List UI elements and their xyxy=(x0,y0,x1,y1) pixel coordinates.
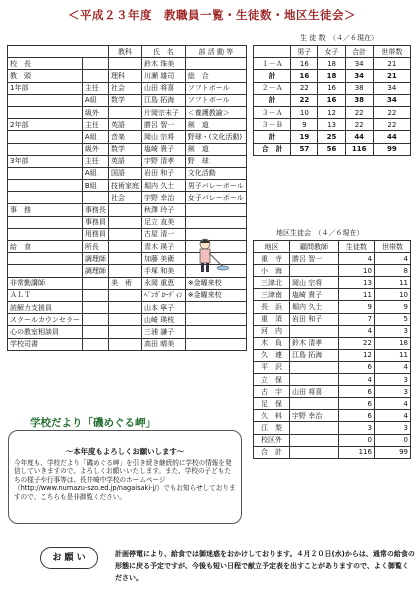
students-cell: 16 xyxy=(291,70,318,82)
staff-cell: 調理師 xyxy=(82,253,108,265)
students-cell: 22 xyxy=(345,106,373,118)
council-cell: 久 料 xyxy=(254,410,290,422)
staff-cell xyxy=(82,301,108,313)
staff-cell xyxy=(108,216,141,228)
students-caption: 生 徒 数 （４／６現在） xyxy=(300,34,378,42)
newsletter-greeting: ～本年度もよろしくお願いします～ xyxy=(65,447,185,456)
staff-header-cell: 氏 名 xyxy=(141,46,185,58)
staff-row xyxy=(8,192,247,204)
council-cell: 4 xyxy=(374,398,410,410)
staff-cell xyxy=(82,192,108,204)
students-cell: 22 xyxy=(373,106,410,118)
staff-cell xyxy=(108,265,141,277)
students-cell: ３－Ａ xyxy=(254,106,291,118)
staff-row xyxy=(8,82,247,94)
staff-cell: 岩田 和子 xyxy=(141,167,185,179)
students-header-cell xyxy=(254,46,291,58)
staff-cell: 永岡 重恵 xyxy=(141,277,185,289)
students-cell: 19 xyxy=(291,131,318,143)
students-cell: 計 xyxy=(254,70,291,82)
students-cell: 56 xyxy=(318,143,345,155)
staff-cell: 用務員 xyxy=(82,228,108,240)
staff-row xyxy=(8,106,247,118)
staff-cell: 堀内 久土 xyxy=(141,180,185,192)
council-row xyxy=(254,374,411,386)
staff-cell xyxy=(82,338,108,350)
students-cell: 116 xyxy=(345,143,373,155)
council-header-cell: 顧問教師 xyxy=(290,241,339,253)
students-cell: １－Ａ xyxy=(254,58,291,70)
students-table xyxy=(253,45,411,156)
staff-cell: 美 術 xyxy=(108,277,141,289)
council-cell: 0 xyxy=(374,434,410,446)
council-row xyxy=(254,253,411,265)
staff-cell: 事務長 xyxy=(82,204,108,216)
staff-cell: 山本 寧子 xyxy=(141,301,185,313)
council-cell: 4 xyxy=(374,361,410,373)
staff-cell: 心の教室相談員 xyxy=(8,326,83,338)
staff-cell: 勝呂 智一 xyxy=(141,119,185,131)
staff-cell: B組 xyxy=(82,180,108,192)
council-cell: 11 xyxy=(374,349,410,361)
staff-cell: ※金曜来校 xyxy=(185,289,246,301)
students-row xyxy=(254,70,411,82)
staff-cell xyxy=(8,228,83,240)
staff-cell: A組 xyxy=(82,167,108,179)
staff-cell xyxy=(8,192,83,204)
council-cell xyxy=(290,422,339,434)
newsletter-title: 学校だより「磯めぐる岬」 xyxy=(30,417,156,429)
staff-cell xyxy=(185,338,246,350)
staff-cell xyxy=(108,326,141,338)
staff-cell: 非常勤講師 xyxy=(8,277,83,289)
students-cell: 22 xyxy=(291,94,318,106)
council-header-row xyxy=(254,241,411,253)
students-header-cell: 合計 xyxy=(345,46,373,58)
council-cell xyxy=(290,361,339,373)
council-cell xyxy=(290,374,339,386)
staff-cell: 野 球 xyxy=(185,155,246,167)
council-cell: 鈴木 清孝 xyxy=(290,337,339,349)
staff-row xyxy=(8,326,247,338)
staff-cell xyxy=(8,265,83,277)
students-cell: 25 xyxy=(318,131,345,143)
staff-cell: 教 頭 xyxy=(8,70,83,82)
staff-cell: 宇野 清孝 xyxy=(141,155,185,167)
staff-cell xyxy=(108,289,141,301)
staff-cell xyxy=(8,143,83,155)
staff-cell: スクールカウンセラー xyxy=(8,314,83,326)
council-header-cell: 世帯数 xyxy=(374,241,410,253)
students-cell: 38 xyxy=(345,94,373,106)
staff-cell xyxy=(108,204,141,216)
staff-cell: 足立 直美 xyxy=(141,216,185,228)
staff-cell: 1年部 xyxy=(8,82,83,94)
council-cell: 重 須 xyxy=(254,313,290,325)
staff-cell: 音楽 xyxy=(108,131,141,143)
staff-cell: 読解力支援員 xyxy=(8,301,83,313)
council-cell: 22 xyxy=(338,337,374,349)
staff-cell xyxy=(108,106,141,118)
staff-cell: 級外 xyxy=(82,106,108,118)
students-header-cell: 男子 xyxy=(291,46,318,58)
staff-cell: 山崎 瑛枝 xyxy=(141,314,185,326)
staff-cell: 総 合 xyxy=(185,70,246,82)
staff-cell: 岡山 宗将 xyxy=(141,131,185,143)
students-cell: 44 xyxy=(345,131,373,143)
students-cell: 10 xyxy=(291,106,318,118)
students-header-cell: 女子 xyxy=(318,46,345,58)
staff-row xyxy=(8,167,247,179)
students-cell: 21 xyxy=(373,70,410,82)
staff-cell xyxy=(82,70,108,82)
staff-cell: 校 長 xyxy=(8,58,83,70)
staff-cell xyxy=(185,301,246,313)
students-cell: 34 xyxy=(345,70,373,82)
council-cell: 立 保 xyxy=(254,374,290,386)
staff-cell: 級外 xyxy=(82,143,108,155)
council-cell: 3 xyxy=(374,374,410,386)
staff-row xyxy=(8,70,247,82)
staff-cell: ﾍﾞﾝｶﾞﾛｰﾃﾞｨﾝ xyxy=(141,289,185,301)
staff-cell: 技術家庭 xyxy=(108,180,141,192)
staff-cell: 所長 xyxy=(82,241,108,253)
staff-cell: 野球・(文化活動) xyxy=(185,131,246,143)
students-cell: ２－Ａ xyxy=(254,82,291,94)
students-cell: 57 xyxy=(291,143,318,155)
council-row xyxy=(254,277,411,289)
staff-cell: 古屋 清一 xyxy=(141,228,185,240)
staff-cell: 片岡宗未子 xyxy=(141,106,185,118)
council-cell: 9 xyxy=(338,301,374,313)
staff-cell: 男子バレーボール xyxy=(185,180,246,192)
council-cell: 3 xyxy=(374,325,410,337)
staff-cell xyxy=(8,253,83,265)
staff-cell: A組 xyxy=(82,131,108,143)
staff-cell xyxy=(8,180,83,192)
staff-cell xyxy=(82,289,108,301)
council-row xyxy=(254,349,411,361)
council-cell: 合 計 xyxy=(254,446,290,458)
council-row xyxy=(254,422,411,434)
staff-cell: 英語 xyxy=(108,119,141,131)
students-cell: 合 計 xyxy=(254,143,291,155)
students-cell: 34 xyxy=(373,94,410,106)
council-cell: 岩田 和子 xyxy=(290,313,339,325)
staff-cell xyxy=(185,326,246,338)
newsletter-body: 今年度も、学校だより「磯めぐる岬」を引き続き継続的に学校の情報を発信していきますので、よろしくお願いいたします。また、学校の子どもたちの様子や行事等は、長井崎中学校のホームページ（http://www.numazu-szo.ed.jp/nagaisaki-j/）でもお知らせしておりますので、こちらも是非御覧ください。 xyxy=(14,458,236,501)
students-cell: 12 xyxy=(318,106,345,118)
staff-row xyxy=(8,301,247,313)
council-row xyxy=(254,301,411,313)
staff-row xyxy=(8,131,247,143)
council-cell: 木 負 xyxy=(254,337,290,349)
council-caption: 地区生徒会 （４／６現在） xyxy=(276,229,364,237)
staff-cell: 文化活動 xyxy=(185,167,246,179)
staff-cell xyxy=(108,241,141,253)
council-cell: 4 xyxy=(338,374,374,386)
staff-cell: 女子バレーボール xyxy=(185,192,246,204)
council-cell: 8 xyxy=(374,265,410,277)
staff-cell: 数学 xyxy=(108,143,141,155)
students-cell: 18 xyxy=(318,70,345,82)
staff-cell: 剣 道 xyxy=(185,119,246,131)
students-cell: 44 xyxy=(373,131,410,143)
council-cell: 99 xyxy=(374,446,410,458)
notice-text: 計画停電により、給食では御迷惑をおかけしております。４月２０日(水)からは、通常の給食の形態に戻る予定ですが、今後も短い日程で献立予定表を出すことがありますので、よく御覧ください。 xyxy=(115,550,415,582)
council-row xyxy=(254,325,411,337)
staff-row xyxy=(8,289,247,301)
council-row xyxy=(254,361,411,373)
council-cell: 古 宇 xyxy=(254,386,290,398)
council-cell xyxy=(290,398,339,410)
students-cell: 99 xyxy=(373,143,410,155)
council-cell: 三津北 xyxy=(254,277,290,289)
council-cell: 6 xyxy=(338,398,374,410)
staff-cell xyxy=(185,314,246,326)
council-cell: 4 xyxy=(338,253,374,265)
staff-cell: ソフトボール xyxy=(185,82,246,94)
staff-cell xyxy=(82,326,108,338)
students-cell: 16 xyxy=(291,58,318,70)
staff-cell: 山田 将喜 xyxy=(141,82,185,94)
council-row xyxy=(254,434,411,446)
council-cell: 5 xyxy=(374,313,410,325)
students-row xyxy=(254,131,411,143)
staff-cell xyxy=(108,253,141,265)
council-cell: 0 xyxy=(338,434,374,446)
staff-cell: 社会 xyxy=(108,82,141,94)
staff-cell: 高田 晴美 xyxy=(141,338,185,350)
students-cell: ３－Ｂ xyxy=(254,119,291,131)
staff-cell: 学校司書 xyxy=(8,338,83,350)
staff-row xyxy=(8,204,247,216)
council-cell xyxy=(290,265,339,277)
students-cell: 計 xyxy=(254,94,291,106)
council-cell: 平 沢 xyxy=(254,361,290,373)
council-cell: 4 xyxy=(374,410,410,422)
staff-row xyxy=(8,338,247,350)
council-row xyxy=(254,313,411,325)
staff-cell: 社会 xyxy=(108,192,141,204)
staff-cell: 主任 xyxy=(82,119,108,131)
council-cell: 山田 将喜 xyxy=(290,386,339,398)
staff-header-cell: 部 活 動 等 xyxy=(185,46,246,58)
students-row xyxy=(254,58,411,70)
staff-cell: 調理師 xyxy=(82,265,108,277)
staff-cell xyxy=(8,131,83,143)
council-cell: 長 浜 xyxy=(254,301,290,313)
staff-cell: 鈴木 珠美 xyxy=(141,58,185,70)
staff-cell: ＜養護教諭＞ xyxy=(185,106,246,118)
council-row xyxy=(254,446,411,458)
staff-cell: 加藤 美衛 xyxy=(141,253,185,265)
staff-header-cell: 教科 xyxy=(108,46,141,58)
page-title: ＜平成２３年度 教職員一覧・生徒数・地区生徒会＞ xyxy=(68,8,356,22)
students-cell: 22 xyxy=(373,119,410,131)
council-cell: 塩崎 貴子 xyxy=(290,289,339,301)
council-cell: 3 xyxy=(374,386,410,398)
council-cell: 校区外 xyxy=(254,434,290,446)
staff-cell: ＡＬＴ xyxy=(8,289,83,301)
council-cell: 6 xyxy=(338,361,374,373)
students-cell: 38 xyxy=(345,82,373,94)
staff-cell xyxy=(82,314,108,326)
students-row xyxy=(254,82,411,94)
staff-cell: 英語 xyxy=(108,155,141,167)
staff-cell xyxy=(82,58,108,70)
council-cell: 江島 拓海 xyxy=(290,349,339,361)
students-row xyxy=(254,119,411,131)
staff-cell: 秋澤 玲子 xyxy=(141,204,185,216)
council-header-cell: 生徒数 xyxy=(338,241,374,253)
staff-cell: 川瀬 雄司 xyxy=(141,70,185,82)
staff-cell: ※金曜来校 xyxy=(185,277,246,289)
staff-cell: 理科 xyxy=(108,70,141,82)
staff-cell: 主任 xyxy=(82,82,108,94)
students-row xyxy=(254,143,411,155)
council-cell: 13 xyxy=(338,277,374,289)
staff-table xyxy=(7,45,247,351)
notice-label: お 願 い xyxy=(40,547,98,569)
council-cell: 河 内 xyxy=(254,325,290,337)
council-cell: 116 xyxy=(338,446,374,458)
council-cell: 4 xyxy=(374,253,410,265)
staff-cell: A組 xyxy=(82,94,108,106)
staff-cell xyxy=(8,94,83,106)
students-row xyxy=(254,106,411,118)
students-cell: 34 xyxy=(345,58,373,70)
council-header-cell: 地区 xyxy=(254,241,290,253)
staff-cell: 給 食 xyxy=(8,241,83,253)
students-header-cell: 世帯数 xyxy=(373,46,410,58)
council-row xyxy=(254,337,411,349)
staff-row xyxy=(8,180,247,192)
council-cell: 久 連 xyxy=(254,349,290,361)
council-cell: 3 xyxy=(374,422,410,434)
staff-row xyxy=(8,155,247,167)
staff-cell xyxy=(108,338,141,350)
council-cell: 9 xyxy=(374,301,410,313)
staff-row xyxy=(8,94,247,106)
staff-cell xyxy=(185,58,246,70)
council-cell: 宇野 幸治 xyxy=(290,410,339,422)
council-cell xyxy=(290,434,339,446)
staff-cell: 3年部 xyxy=(8,155,83,167)
council-cell xyxy=(290,325,339,337)
council-cell: 12 xyxy=(338,349,374,361)
council-row xyxy=(254,398,411,410)
council-cell xyxy=(290,446,339,458)
staff-row xyxy=(8,58,247,70)
staff-cell: 塩崎 貴子 xyxy=(141,143,185,155)
council-cell: 足 保 xyxy=(254,398,290,410)
staff-row xyxy=(8,119,247,131)
students-cell: 18 xyxy=(318,58,345,70)
staff-row xyxy=(8,216,247,228)
council-cell: 重 寺 xyxy=(254,253,290,265)
staff-cell: 江島 拓海 xyxy=(141,94,185,106)
staff-cell: ソフトボール xyxy=(185,94,246,106)
staff-cell xyxy=(8,106,83,118)
students-cell: 9 xyxy=(291,119,318,131)
council-cell: 岡山 宗将 xyxy=(290,277,339,289)
staff-cell xyxy=(108,58,141,70)
council-cell: 3 xyxy=(338,422,374,434)
council-cell: 6 xyxy=(338,386,374,398)
council-table xyxy=(253,240,411,459)
staff-header-row xyxy=(8,46,247,58)
students-cell: 計 xyxy=(254,131,291,143)
cleaning-illustration xyxy=(187,237,233,275)
staff-cell: 三浦 謙子 xyxy=(141,326,185,338)
council-row xyxy=(254,289,411,301)
staff-row xyxy=(8,143,247,155)
staff-cell: 国語 xyxy=(108,167,141,179)
staff-cell xyxy=(185,204,246,216)
students-header-row xyxy=(254,46,411,58)
council-cell: 11 xyxy=(374,277,410,289)
staff-cell: 宇野 幸治 xyxy=(141,192,185,204)
council-cell: 三津南 xyxy=(254,289,290,301)
council-cell: 小 海 xyxy=(254,265,290,277)
council-row xyxy=(254,386,411,398)
staff-cell: 2年部 xyxy=(8,119,83,131)
council-cell: 江 梨 xyxy=(254,422,290,434)
council-cell: 6 xyxy=(338,410,374,422)
council-cell: 11 xyxy=(338,289,374,301)
council-cell: 7 xyxy=(338,313,374,325)
staff-cell xyxy=(185,216,246,228)
staff-row xyxy=(8,314,247,326)
students-cell: 22 xyxy=(291,82,318,94)
staff-cell xyxy=(108,301,141,313)
staff-cell xyxy=(8,216,83,228)
students-row xyxy=(254,94,411,106)
staff-cell: 事務員 xyxy=(82,216,108,228)
council-cell: 10 xyxy=(374,289,410,301)
newsletter-text xyxy=(14,448,236,502)
staff-cell xyxy=(8,167,83,179)
staff-cell: 剣 道 xyxy=(185,143,246,155)
students-cell: 13 xyxy=(318,119,345,131)
council-cell: 堀内 久土 xyxy=(290,301,339,313)
staff-cell: 数学 xyxy=(108,94,141,106)
council-cell: 10 xyxy=(338,265,374,277)
council-row xyxy=(254,410,411,422)
students-cell: 16 xyxy=(318,82,345,94)
staff-cell: 主任 xyxy=(82,155,108,167)
staff-row xyxy=(8,277,247,289)
students-cell: 21 xyxy=(373,58,410,70)
staff-cell: 青木 瑛子 xyxy=(141,241,185,253)
staff-cell xyxy=(108,228,141,240)
students-cell: 16 xyxy=(318,94,345,106)
students-cell: 22 xyxy=(345,119,373,131)
staff-cell xyxy=(108,314,141,326)
council-row xyxy=(254,265,411,277)
council-cell: 18 xyxy=(374,337,410,349)
council-cell: 勝呂 智一 xyxy=(290,253,339,265)
staff-cell: 事 務 xyxy=(8,204,83,216)
council-cell: 4 xyxy=(338,325,374,337)
staff-header-blank xyxy=(8,46,109,58)
staff-cell: 手塚 和美 xyxy=(141,265,185,277)
staff-cell xyxy=(82,277,108,289)
students-cell: 34 xyxy=(373,82,410,94)
